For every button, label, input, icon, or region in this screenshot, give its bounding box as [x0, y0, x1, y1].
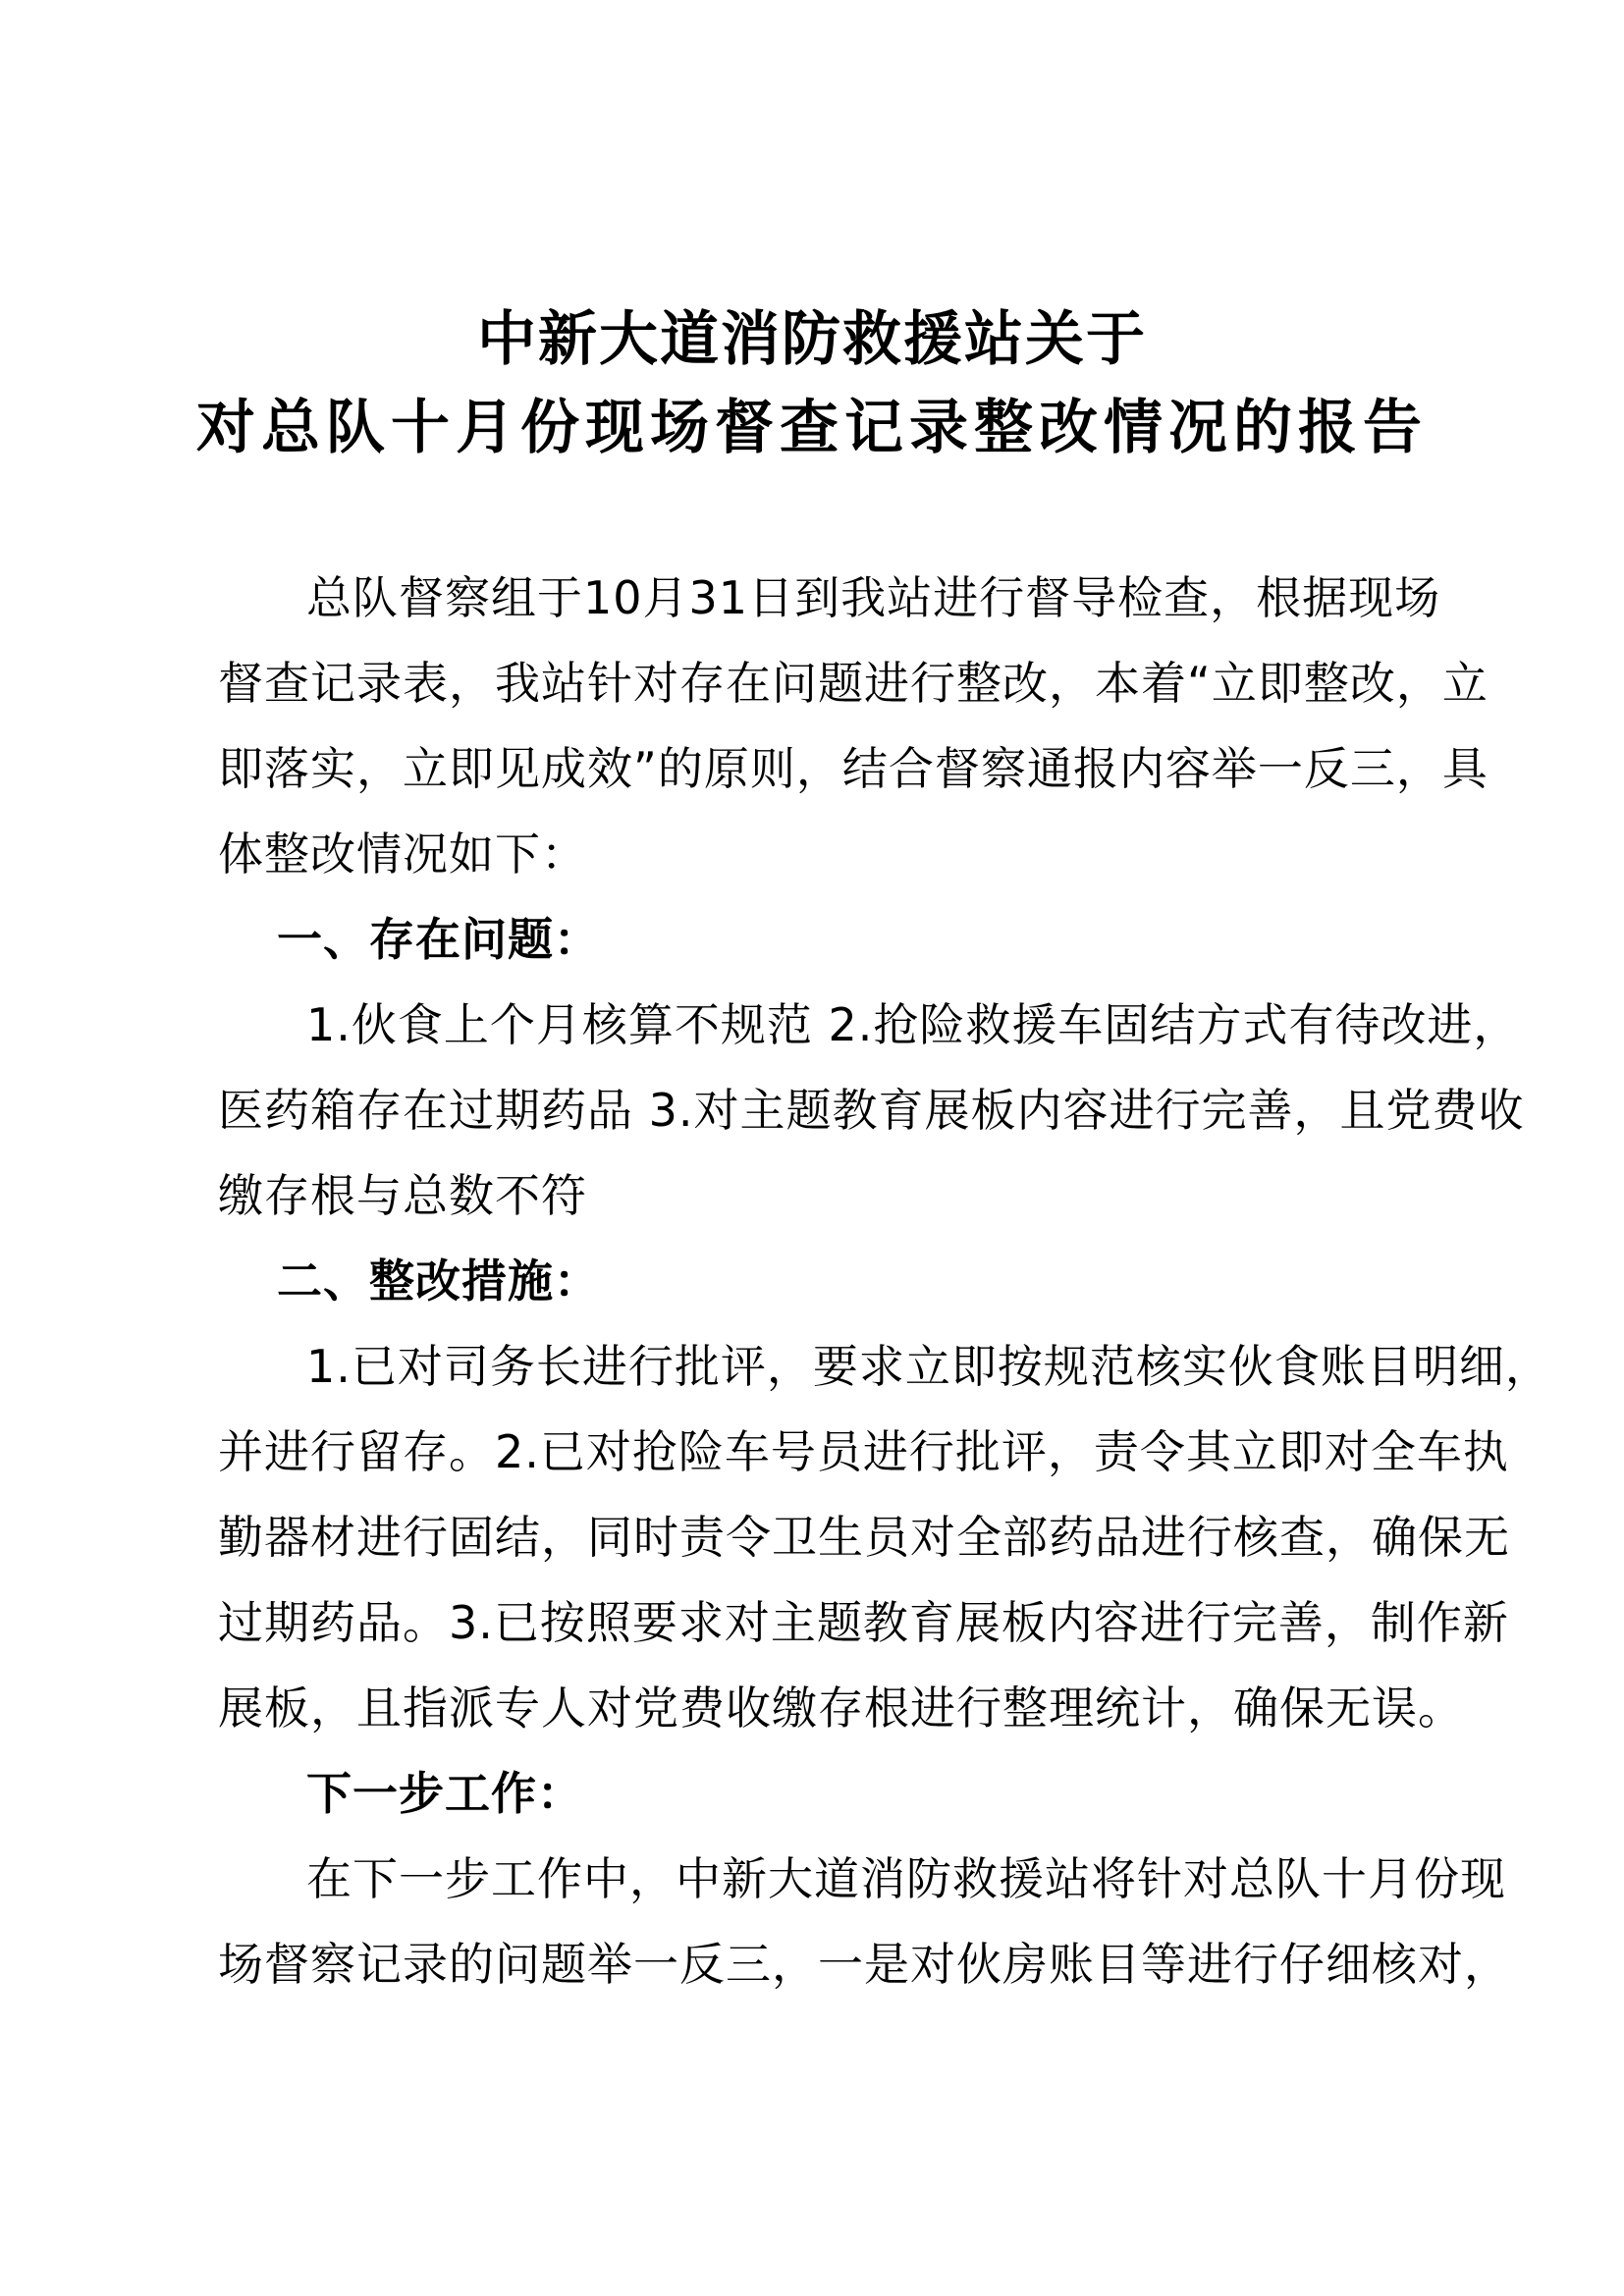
paragraph-line: 缴存根与总数不符 [218, 1169, 587, 1222]
paragraph-line: 场督察记录的问题举一反三，一是对伙房账目等进行仔细核对， [218, 1938, 1510, 1991]
document-body [218, 556, 1551, 2007]
next-steps-paragraph [218, 1837, 1510, 2007]
paragraph-line: 1.已对司务长进行批评，要求立即按规范核实伙食账目明细， [306, 1340, 1551, 1393]
intro-paragraph [218, 556, 1489, 897]
measures-paragraph [218, 1324, 1551, 1751]
paragraph-line: 即落实，立即见成效”的原则，结合督察通报内容举一反三，具 [218, 742, 1489, 795]
paragraph-line: 在下一步工作中，中新大道消防救援站将针对总队十月份现 [306, 1852, 1506, 1905]
paragraph-line: 督查记录表，我站针对存在问题进行整改，本着“立即整改，立 [218, 657, 1489, 710]
paragraph-line: 1.伙食上个月核算不规范 2.抢险救援车固结方式有待改进， [306, 998, 1520, 1051]
section-heading-measures: 二、整改措施： [277, 1255, 600, 1308]
paragraph-line: 总队督察组于10月31日到我站进行督导检查，根据现场 [306, 571, 1441, 624]
paragraph-line: 展板，且指派专人对党费收缴存根进行整理统计，确保无误。 [218, 1682, 1464, 1735]
section-heading-problems: 一、存在问题： [277, 913, 600, 966]
document-title-line-1: 中新大道消防救援站关于 [477, 305, 1147, 374]
paragraph-line: 医药箱存在过期药品 3.对主题教育展板内容进行完善，且党费收 [218, 1084, 1525, 1137]
document-title-line-2: 对总队十月份现场督查记录整改情况的报告 [196, 394, 1428, 462]
paragraph-line: 勤器材进行固结，同时责令卫生员对全部药品进行核查，确保无 [218, 1511, 1510, 1564]
paragraph-line: 过期药品。3.已按照要求对主题教育展板内容进行完善，制作新 [218, 1596, 1509, 1649]
paragraph-line: 体整改情况如下： [218, 828, 587, 881]
section-heading-next-steps: 下一步工作： [306, 1767, 583, 1820]
problems-paragraph [218, 983, 1525, 1239]
paragraph-line: 并进行留存。2.已对抢险车号员进行批评，责令其立即对全车执 [218, 1425, 1509, 1478]
